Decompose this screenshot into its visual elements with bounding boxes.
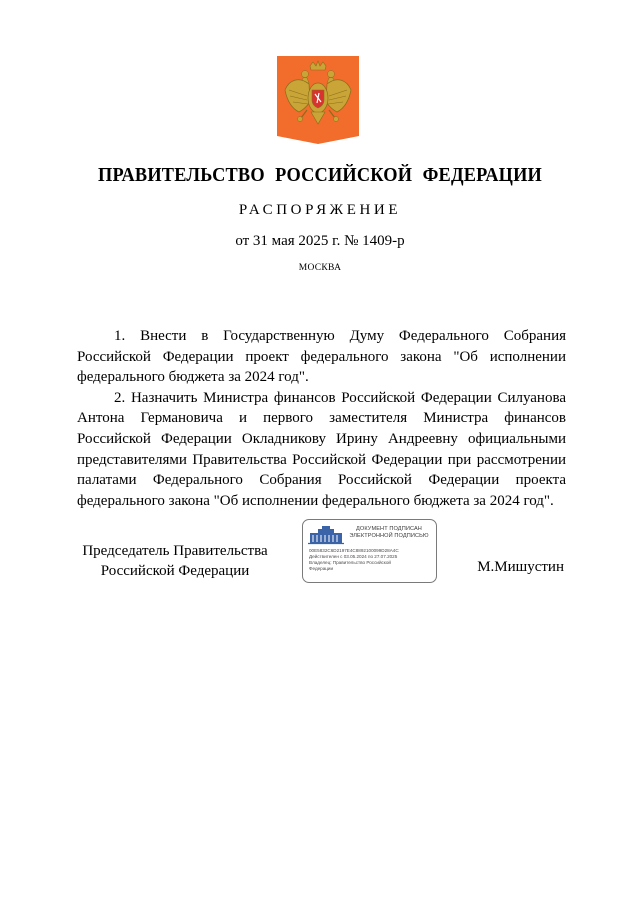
russian-coat-of-arms-icon: [277, 56, 359, 144]
document-body: [77, 326, 566, 511]
signatory-position: [70, 541, 280, 581]
document-city: МОСКВА: [298, 263, 342, 273]
signatory-name: М.Мишустин: [477, 559, 564, 575]
stamp-title-line-1: ДОКУМЕНТ ПОДПИСАН: [356, 526, 422, 532]
signatory-position-line-2: Российской Федерации: [100, 563, 250, 579]
stamp-details: [309, 548, 435, 572]
document-date-number: от 31 мая 2025 г. № 1409-р: [235, 233, 405, 249]
certificate-owner-line-2: Федерации: [309, 566, 334, 571]
document-type: РАСПОРЯЖЕНИЕ: [238, 202, 402, 218]
government-title: ПРАВИТЕЛЬСТВО РОССИЙСКОЙ ФЕДЕРАЦИИ: [98, 165, 542, 186]
paragraph-1: 1. Внести в Государственную Думу Федерального Собрания Российской Федерации проект федерального закона "Об исполнении федерального бюджета за 2024 год".: [77, 328, 566, 386]
stamp-title: [343, 526, 435, 540]
government-building-icon: [308, 525, 344, 545]
certificate-number: 00E5832C6D2197E4C8892100099D28A4C: [309, 548, 399, 553]
signatory-position-line-1: Председатель Правительства: [82, 543, 268, 559]
certificate-owner-line-1: Владелец: Правительство Российской: [309, 560, 391, 565]
electronic-signature-stamp: [302, 519, 437, 583]
stamp-title-line-2: ЭЛЕКТРОННОЙ ПОДПИСЬЮ: [349, 533, 429, 539]
paragraph-2: 2. Назначить Министра финансов Российской Федерации Силуанова Антона Германовича и первого заместителя Министра финансов Российской Федерации Окладникову Ирину Андреевну официальными представителями Правительства Российской Федерации при рассмотрении палатами Федерального Собрания Российской Федерации проекта федерального закона "Об исполнении федерального бюджета за 2024 год".: [77, 389, 566, 509]
certificate-validity: Действителен с 03.05.2024 по 27.07.2025: [309, 554, 398, 559]
